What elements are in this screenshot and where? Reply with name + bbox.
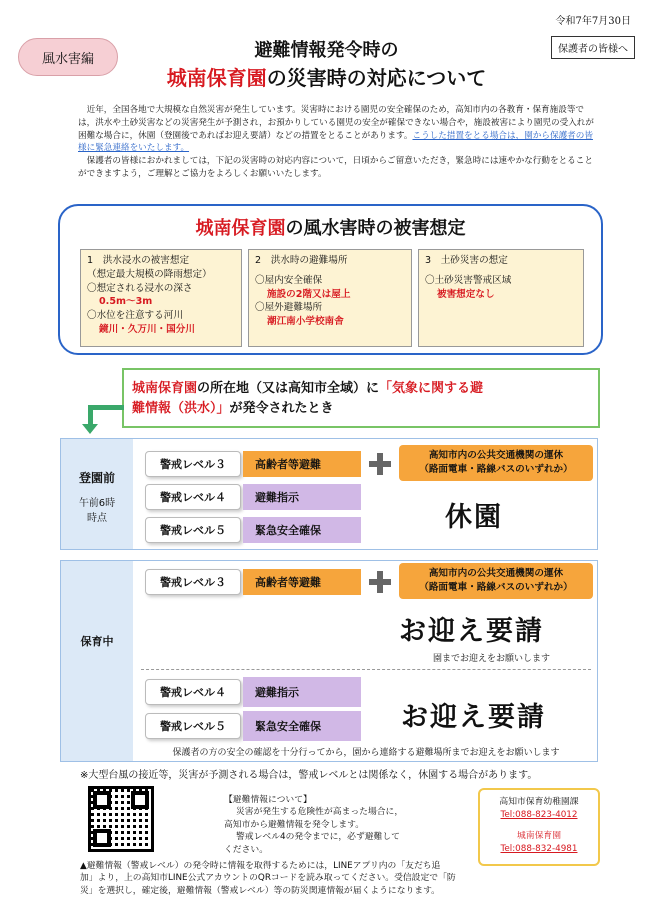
hazard-box-landslide [418,249,584,347]
action-evacuation-order: 避難指示 [243,484,361,510]
title-school-name: 城南保育園 [166,66,267,90]
intro-paragraph-2: 保護者の皆様におかれましては，下記の災害時の対応内容について，日頃からご留意いただき，緊急時には速やかな行動をとることができますよう，ご理解とご協力をよろしくお願いいたします。 [78,156,593,179]
hazard-item: 〇土砂災害警戒区域 [425,274,512,286]
hazard-value: 潮江南小学校南舎 [267,316,344,328]
transit-line1: 高知市内の公共交通機関の運休 [428,450,564,461]
qr-finder [93,829,111,847]
result-closure: 休園 [445,502,503,533]
intro-p1-text: 近年，全国各地で大規模な自然災害が発生しています。災害時における園児の安全確保のため，高知市内の各教育・保育施設等では，洪水や土砂災害などの災害発生が予測され，お預かりしている園児の安全が確保できない場合や，施設被害により園児の受入れが困難な場合に，休園（登園後であればお迎え要請）などの措置をとることがあります。 [78,105,594,141]
during-care-panel [60,560,598,762]
hazard-item: 〇屋外避難場所 [255,302,323,314]
hazard-item: 〇屋内安全確保 [255,274,323,286]
alert-level-5: 警戒レベル５ [145,713,241,739]
hazard-box-evacuation [248,249,412,347]
hazard-title [60,214,601,240]
before-label: 登園前 [78,471,115,485]
hazard-value: 鏡川・久万川・国分川 [99,323,195,335]
alert-level-4: 警戒レベル４ [145,679,241,705]
hazard-box-sub: （想定最大規模の降雨想定） [87,268,212,280]
transit-line1: 高知市内の公共交通機関の運休 [428,568,564,579]
hazard-item: 〇水位を注意する河川 [87,310,183,322]
alert-level-3: 警戒レベル３ [145,569,241,595]
alert-level-4: 警戒レベル４ [145,484,241,510]
info-line: 災害が発生する危険性が高まった場合に， [236,807,404,818]
before-time2: 時点 [87,513,107,524]
hazard-box-heading: 1 洪水浸水の被害想定 [87,255,190,266]
footer-line: ▲避難情報（警戒レベル）の発令時に情報を取得するためには，LINEアプリ内の「友だち追 [80,861,441,871]
action-emergency-safety: 緊急安全確保 [243,711,361,741]
result-pickup-request: お迎え要請 [399,616,544,647]
trigger-text1: の所在地（又は高知市全域）に [197,381,380,396]
alert-level-3: 警戒レベル３ [145,451,241,477]
trigger-quote-a: 「気象に関する避 [379,381,484,396]
category-tag-label: 風水害編 [41,51,94,67]
before-time1: 午前6時 [78,498,116,509]
contact-school: 城南保育園 [517,831,561,841]
page-title-line1: 避難情報発令時の [254,40,399,61]
before-attendance-panel [60,438,598,550]
contact-dept-tel[interactable]: Tel:088-823-4012 [500,810,578,820]
transit-suspension-box [399,445,593,481]
action-emergency-safety: 緊急安全確保 [243,517,361,543]
hazard-title-school: 城南保育園 [195,218,286,239]
line-instructions [80,860,600,897]
trigger-quote-b: 難情報（洪水）」 [132,401,230,416]
info-heading: 【避難情報について】 [224,795,312,805]
page-title-line2 [0,62,653,91]
evacuation-info [224,794,454,856]
hazard-box-flood [80,249,242,347]
pickup-note: 園までお迎えをお願いします [433,654,551,664]
transit-suspension-box [399,563,593,599]
info-line: ください。 [224,844,268,855]
title-rest: の災害時の対応について [266,66,487,90]
plus-icon [369,571,391,593]
action-elderly-evacuation: 高齢者等避難 [243,569,361,595]
contact-school-tel[interactable]: Tel:088-832-4981 [500,844,578,854]
issue-date: 令和7年7月30日 [555,16,631,27]
intro-p1-emphasis: こうした措置をとる場合は，園から保護者の皆様に緊急連絡をいたします。 [78,130,593,154]
footer-line: 加」より，上の高知市LINE公式アカウントのQRコードを読み取ってください。受信設定で「防 [80,873,456,884]
divider [141,669,591,670]
info-line: 高知市から避難情報を発令します。 [224,819,365,830]
contact-dept: 高知市保育幼稚園課 [499,797,579,807]
transit-line2: （路面電車・路線バスのいずれか） [419,582,573,593]
panel-side-label [61,561,133,761]
qr-finder [131,791,149,809]
action-elderly-evacuation: 高齢者等避難 [243,451,361,477]
hazard-title-rest: の風水害時の被害想定 [285,218,466,239]
info-line: 警戒レベル4の発令までに，必ず避難して [236,832,400,843]
transit-line2: （路面電車・路線バスのいずれか） [419,464,573,475]
hazard-panel [58,204,603,355]
hazard-value: 0.5m～3m [99,296,153,308]
trigger-school: 城南保育園 [132,381,198,396]
audience-label: 保護者の皆様へ [551,36,635,59]
trigger-condition [122,368,600,428]
panel-side-label [61,439,133,549]
during-label: 保育中 [80,635,114,648]
qr-finder [93,791,111,809]
hazard-box-heading: 2 洪水時の避難場所 [255,255,348,266]
typhoon-note: ※大型台風の接近等，災害が予測される場合は，警戒レベルとは関係なく，休園する場合があります。 [80,770,538,781]
footer-line: 災」を選択し，確定後，避難情報（警戒レベル）等の防災関連情報が届くようになります。 [80,885,440,896]
line-qr-code[interactable] [88,786,154,852]
hazard-value: 施設の2階又は屋上 [267,288,351,300]
arrow-connector [88,405,124,410]
trigger-text2: が発令されたとき [229,401,334,416]
contact-box [478,788,600,866]
hazard-box-heading: 3 土砂災害の想定 [425,255,508,266]
pickup-safety-note: 保護者の方の安全の確認を十分行ってから，園から連絡する避難場所までお迎えをお願いします [172,748,560,758]
hazard-item: 〇想定される浸水の深さ [87,282,193,294]
plus-icon [369,453,391,475]
result-pickup-request: お迎え要請 [401,702,546,733]
action-evacuation-order: 避難指示 [243,677,361,707]
intro-paragraph-1 [78,104,598,155]
intro-text [78,104,598,181]
alert-level-5: 警戒レベル５ [145,517,241,543]
arrow-down-icon [82,424,98,434]
hazard-value: 被害想定なし [437,288,495,300]
